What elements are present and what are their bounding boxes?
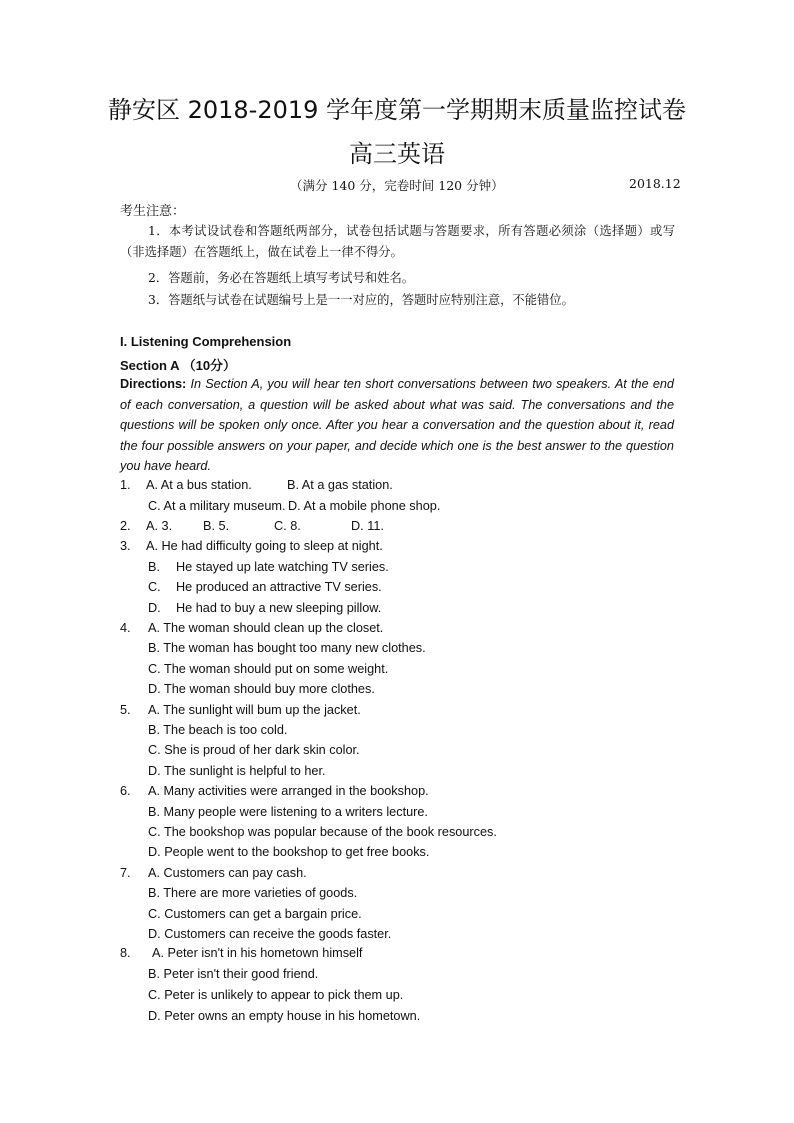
- option-b-letter: B.: [148, 560, 160, 574]
- option-a: A. Many activities were arranged in the bookshop.: [148, 784, 429, 798]
- option-d: D. Customers can receive the goods faster.: [148, 927, 392, 941]
- option-d-letter: D.: [148, 601, 161, 615]
- option-d: D. People went to the bookshop to get free books.: [148, 845, 430, 859]
- option-c-letter: C.: [148, 580, 161, 594]
- directions-text: In Section A, you will hear ten short conversations between two speakers. At the end of each conversation, a question will be asked about what was said. The conversations and the questions will be spoken only once. After you hear a conversation and the question about it, read the four possible answers on your paper, and decide which one is the best answer to the question you have heard.: [120, 377, 674, 473]
- option-c-text: He produced an attractive TV series.: [176, 580, 382, 594]
- option-d: D. The sunlight is helpful to her.: [148, 764, 326, 778]
- question-number: 8.: [120, 946, 131, 960]
- option-b: B. At a gas station.: [287, 478, 393, 492]
- option-b: B. The woman has bought too many new clothes.: [148, 641, 426, 655]
- score-time-note: （满分 140 分，完卷时间 120 分钟）: [290, 178, 504, 193]
- option-b: B. The beach is too cold.: [148, 723, 288, 737]
- exam-subject: 高三英语: [349, 140, 445, 168]
- option-a: A. 3.: [146, 519, 173, 533]
- option-a: A. The woman should clean up the closet.: [148, 621, 384, 635]
- directions-paragraph: [120, 374, 674, 477]
- option-c: C. At a military museum.: [148, 499, 286, 513]
- question-number: 6.: [120, 784, 131, 798]
- option-b: B. 5.: [203, 519, 230, 533]
- option-b: B. Many people were listening to a writers lecture.: [148, 805, 428, 819]
- option-b-text: He stayed up late watching TV series.: [176, 560, 389, 574]
- notice-heading: 考生注意：: [120, 204, 186, 219]
- question-number: 7.: [120, 866, 131, 880]
- section-title: Section A （10分）: [120, 358, 237, 373]
- question-number: 1.: [120, 478, 131, 492]
- notice-item-3: 3．答题纸与试卷在试题编号上是一一对应的，答题时应特别注意，不能错位。: [148, 293, 574, 307]
- option-d: D. The woman should buy more clothes.: [148, 682, 375, 696]
- part-title: I. Listening Comprehension: [120, 334, 292, 349]
- option-c: C. She is proud of her dark skin color.: [148, 743, 360, 757]
- option-a: A. He had difficulty going to sleep at night.: [146, 539, 383, 553]
- option-c: C. 8.: [274, 519, 301, 533]
- question-number: 5.: [120, 703, 131, 717]
- option-c: C. The woman should put on some weight.: [148, 662, 389, 676]
- option-b: B. There are more varieties of goods.: [148, 886, 358, 900]
- option-c: C. Customers can get a bargain price.: [148, 907, 362, 921]
- option-c: C. The bookshop was popular because of the book resources.: [148, 825, 497, 839]
- question-number: 2.: [120, 519, 131, 533]
- notice-item-1: 1．本考试设试卷和答题纸两部分，试卷包括试题与答题要求，所有答题必须涂（选择题）或写（非选择题）在答题纸上，做在试卷上一律不得分。: [120, 224, 675, 259]
- option-a: A. Peter isn't in his hometown himself: [152, 946, 363, 960]
- option-c: C. Peter is unlikely to appear to pick them up.: [148, 988, 404, 1002]
- question-number: 4.: [120, 621, 131, 635]
- question-number: 3.: [120, 539, 131, 553]
- directions-label: Directions:: [120, 377, 187, 391]
- option-a: A. The sunlight will bum up the jacket.: [148, 703, 361, 717]
- option-d: D. 11.: [351, 519, 384, 533]
- option-b: B. Peter isn't their good friend.: [148, 967, 319, 981]
- exam-date: 2018.12: [629, 176, 681, 191]
- option-d: D. At a mobile phone shop.: [288, 499, 441, 513]
- option-a: A. Customers can pay cash.: [148, 866, 307, 880]
- exam-title: 静安区 2018-2019 学年度第一学期期末质量监控试卷: [107, 96, 687, 124]
- option-d: D. Peter owns an empty house in his hometown.: [148, 1009, 421, 1023]
- option-d-text: He had to buy a new sleeping pillow.: [176, 601, 382, 615]
- option-a: A. At a bus station.: [146, 478, 252, 492]
- notice-item-2: 2．答题前，务必在答题纸上填写考试号和姓名。: [148, 271, 415, 285]
